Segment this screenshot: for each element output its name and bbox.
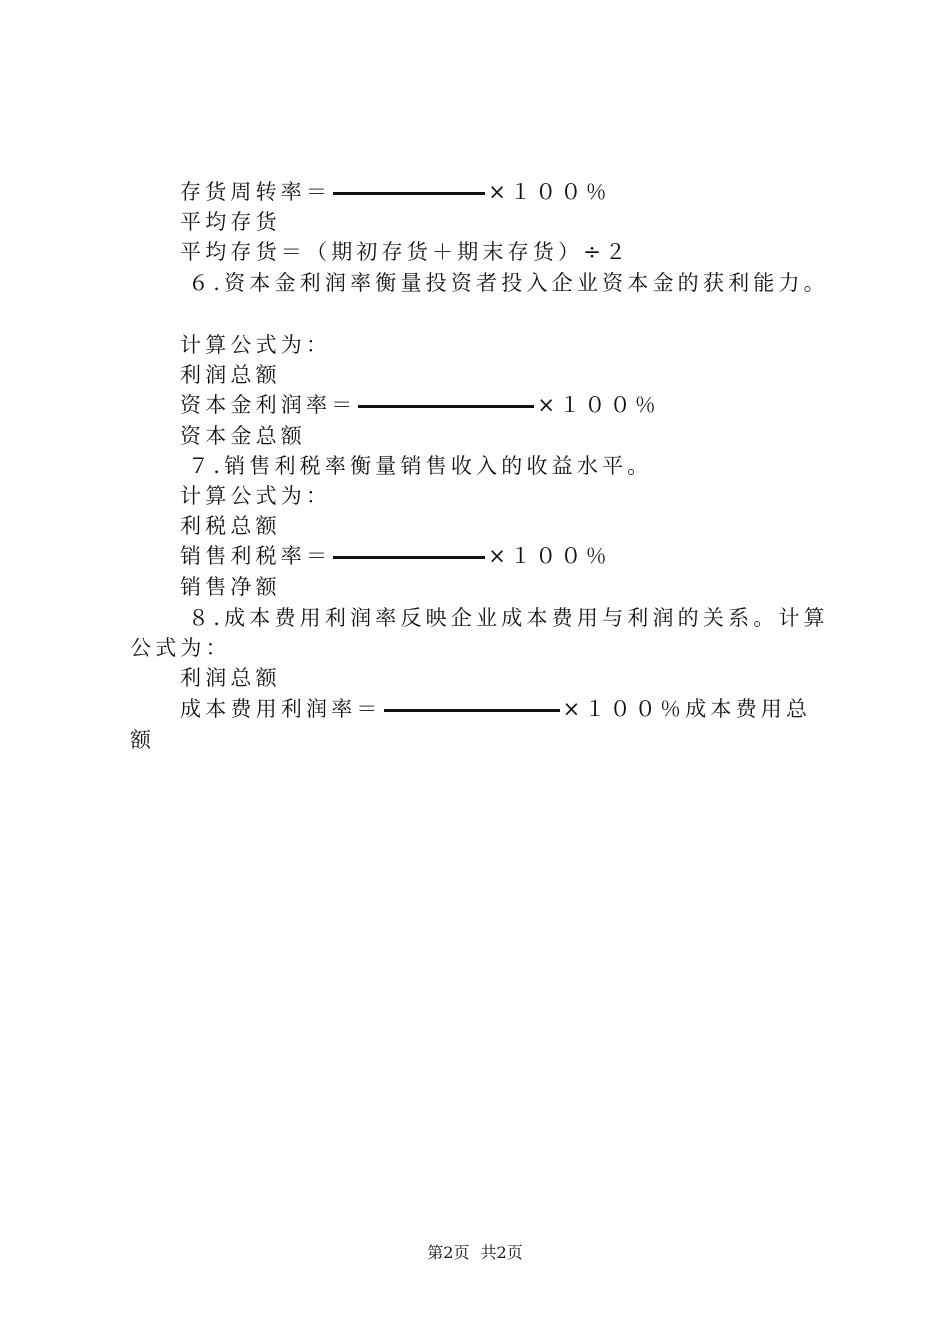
formula-rhs: ×１００％成本费用总 <box>562 697 812 721</box>
formula-inventory-turnover <box>180 177 611 207</box>
fraction-rule <box>384 709 560 712</box>
formula-rhs: ×１００％ <box>537 393 661 417</box>
denominator-total-capital: 资本金总额 <box>180 424 306 448</box>
formula-lhs: 存货周转率＝ <box>180 180 332 204</box>
formula-sales-profit-tax-rate <box>180 541 611 571</box>
fraction-rule <box>333 556 485 559</box>
formula-average-inventory: 平均存货＝（期初存货＋期末存货）÷２ <box>180 240 631 264</box>
formula-intro: 计算公式为： <box>180 484 332 508</box>
item-8-continuation: 公式为： <box>130 636 231 660</box>
denominator-net-sales: 销售净额 <box>180 575 281 599</box>
formula-rhs: ×１００％ <box>488 180 611 204</box>
page-total: 共2页 <box>480 1243 523 1262</box>
formula-lhs: 资本金利润率＝ <box>180 393 357 417</box>
fraction-rule <box>333 192 485 195</box>
item-7-heading: ７.销售利税率衡量销售收入的收益水平。 <box>188 454 653 478</box>
formula-continuation: 额 <box>130 728 156 752</box>
formula-capital-profit-rate <box>180 390 660 420</box>
fraction-rule <box>358 405 534 408</box>
item-8-heading: ８.成本费用利润率反映企业成本费用与利润的关系。计算 <box>188 606 829 630</box>
numerator-total-profit-tax: 利税总额 <box>180 514 281 538</box>
numerator-total-profit: 利润总额 <box>180 666 281 690</box>
item-6-heading: ６.资本金利润率衡量投资者投入企业资本金的获利能力。 <box>188 271 829 295</box>
formula-cost-profit-rate <box>180 694 811 724</box>
formula-lhs: 成本费用利润率＝ <box>180 697 382 721</box>
page-number: 第2页 <box>427 1243 470 1262</box>
page-footer <box>0 1240 950 1263</box>
denominator-average-inventory: 平均存货 <box>180 210 281 234</box>
formula-intro: 计算公式为： <box>180 333 332 357</box>
formula-rhs: ×１００％ <box>488 544 611 568</box>
formula-lhs: 销售利税率＝ <box>180 544 332 568</box>
numerator-total-profit: 利润总额 <box>180 363 281 387</box>
